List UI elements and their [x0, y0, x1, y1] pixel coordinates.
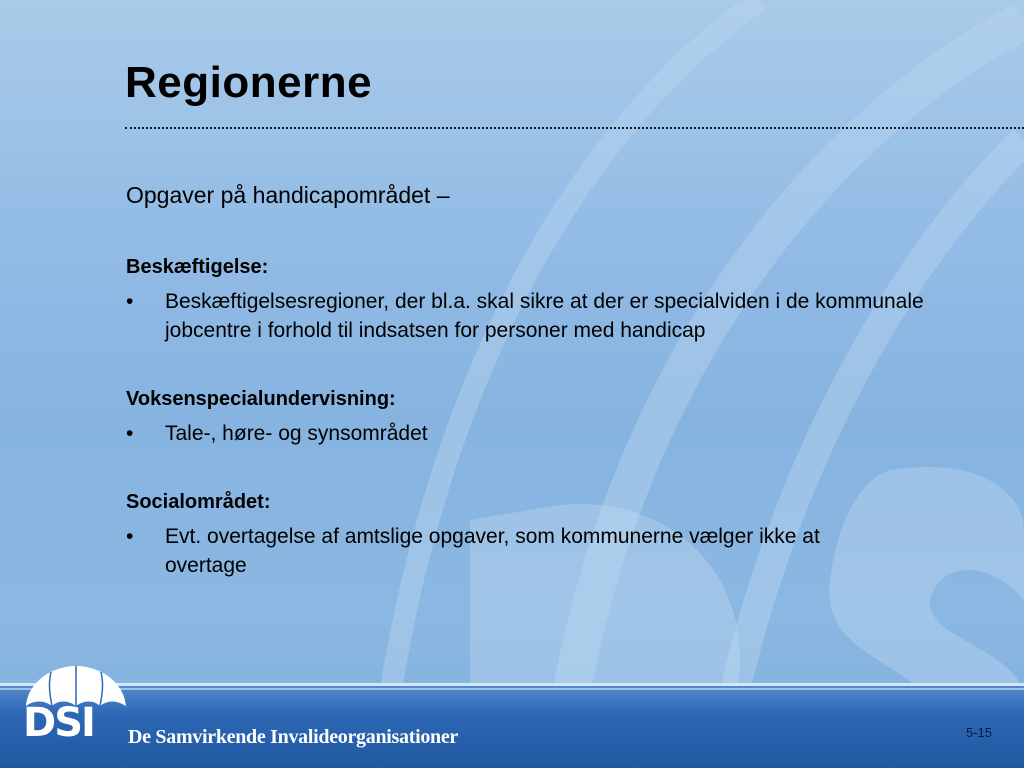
page-title: Regionerne: [125, 58, 373, 107]
intro-text: Opgaver på handicapområdet –: [126, 182, 450, 208]
list-item: [126, 287, 986, 345]
section-heading: Beskæftigelse:: [126, 256, 269, 278]
logo-text: DSI: [23, 700, 94, 746]
slide-body: [126, 180, 986, 620]
bullet-icon: •: [126, 290, 134, 313]
bullet-text: Beskæftigelsesregioner, der bl.a. skal sikre at der er specialviden i de kommunale jobcentre i forhold til indsatsen for personer med handicap: [165, 290, 924, 342]
section-voksenspecialundervisning: [126, 385, 986, 448]
organization-name: De Samvirkende Invalideorganisationer: [128, 726, 459, 748]
bullet-text: Evt. overtagelse af amtslige opgaver, som kommunerne vælger ikke at overtage: [165, 525, 820, 577]
bullet-icon: •: [126, 525, 134, 548]
list-item: [126, 419, 986, 448]
bullet-text: Tale-, høre- og synsområdet: [165, 422, 428, 445]
section-beskaeftigelse: [126, 253, 986, 345]
bullet-icon: •: [126, 422, 134, 445]
bullet-list: [126, 419, 986, 448]
section-heading: Socialområdet:: [126, 491, 271, 513]
bullet-list: [126, 287, 986, 345]
footer-divider: [0, 688, 1024, 690]
section-socialomraadet: [126, 488, 986, 580]
list-item: [126, 522, 885, 580]
title-divider: [125, 127, 1024, 129]
bullet-list: [126, 522, 986, 580]
section-heading: Voksenspecialundervisning:: [126, 388, 396, 410]
slide-number: 5-15: [966, 725, 993, 740]
